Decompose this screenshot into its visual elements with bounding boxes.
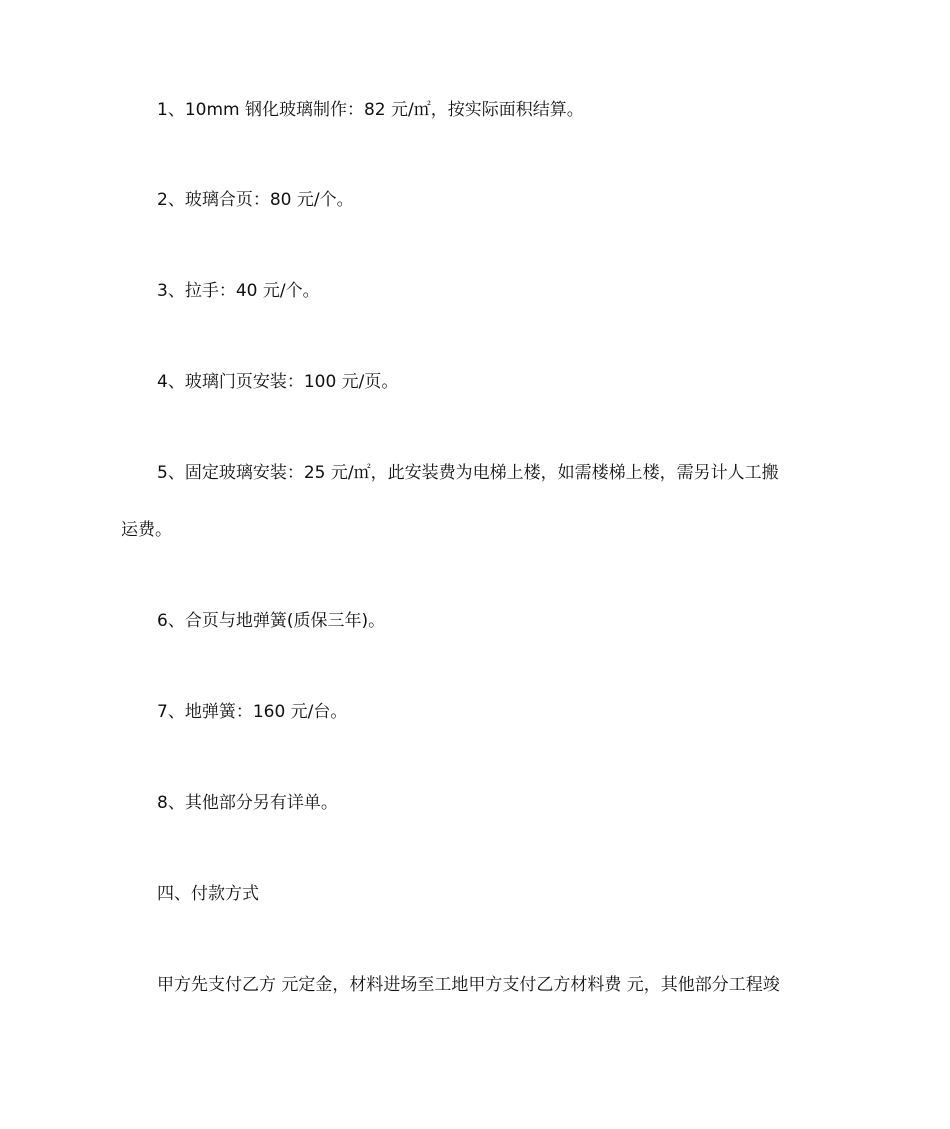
item-4: 4、玻璃门页安装：100 元/页。 xyxy=(157,372,399,392)
item-5: 5、固定玻璃安装：25 元/㎡，此安装费为电梯上楼，如需楼梯上楼，需另计人工搬 xyxy=(157,463,779,483)
payment-paragraph: 甲方先支付乙方 元定金，材料进场至工地甲方支付乙方材料费 元，其他部分工程竣 xyxy=(157,975,780,995)
item-7: 7、地弹簧：160 元/台。 xyxy=(157,702,348,722)
item-5-continuation: 运费。 xyxy=(121,520,172,540)
item-8: 8、其他部分另有详单。 xyxy=(157,793,338,813)
item-2: 2、玻璃合页：80 元/个。 xyxy=(157,190,354,210)
item-1: 1、10mm 钢化玻璃制作：82 元/㎡，按实际面积结算。 xyxy=(157,100,584,120)
section-heading-payment: 四、付款方式 xyxy=(157,884,259,904)
item-3: 3、拉手：40 元/个。 xyxy=(157,281,320,301)
item-6: 6、合页与地弹簧(质保三年)。 xyxy=(157,611,386,631)
